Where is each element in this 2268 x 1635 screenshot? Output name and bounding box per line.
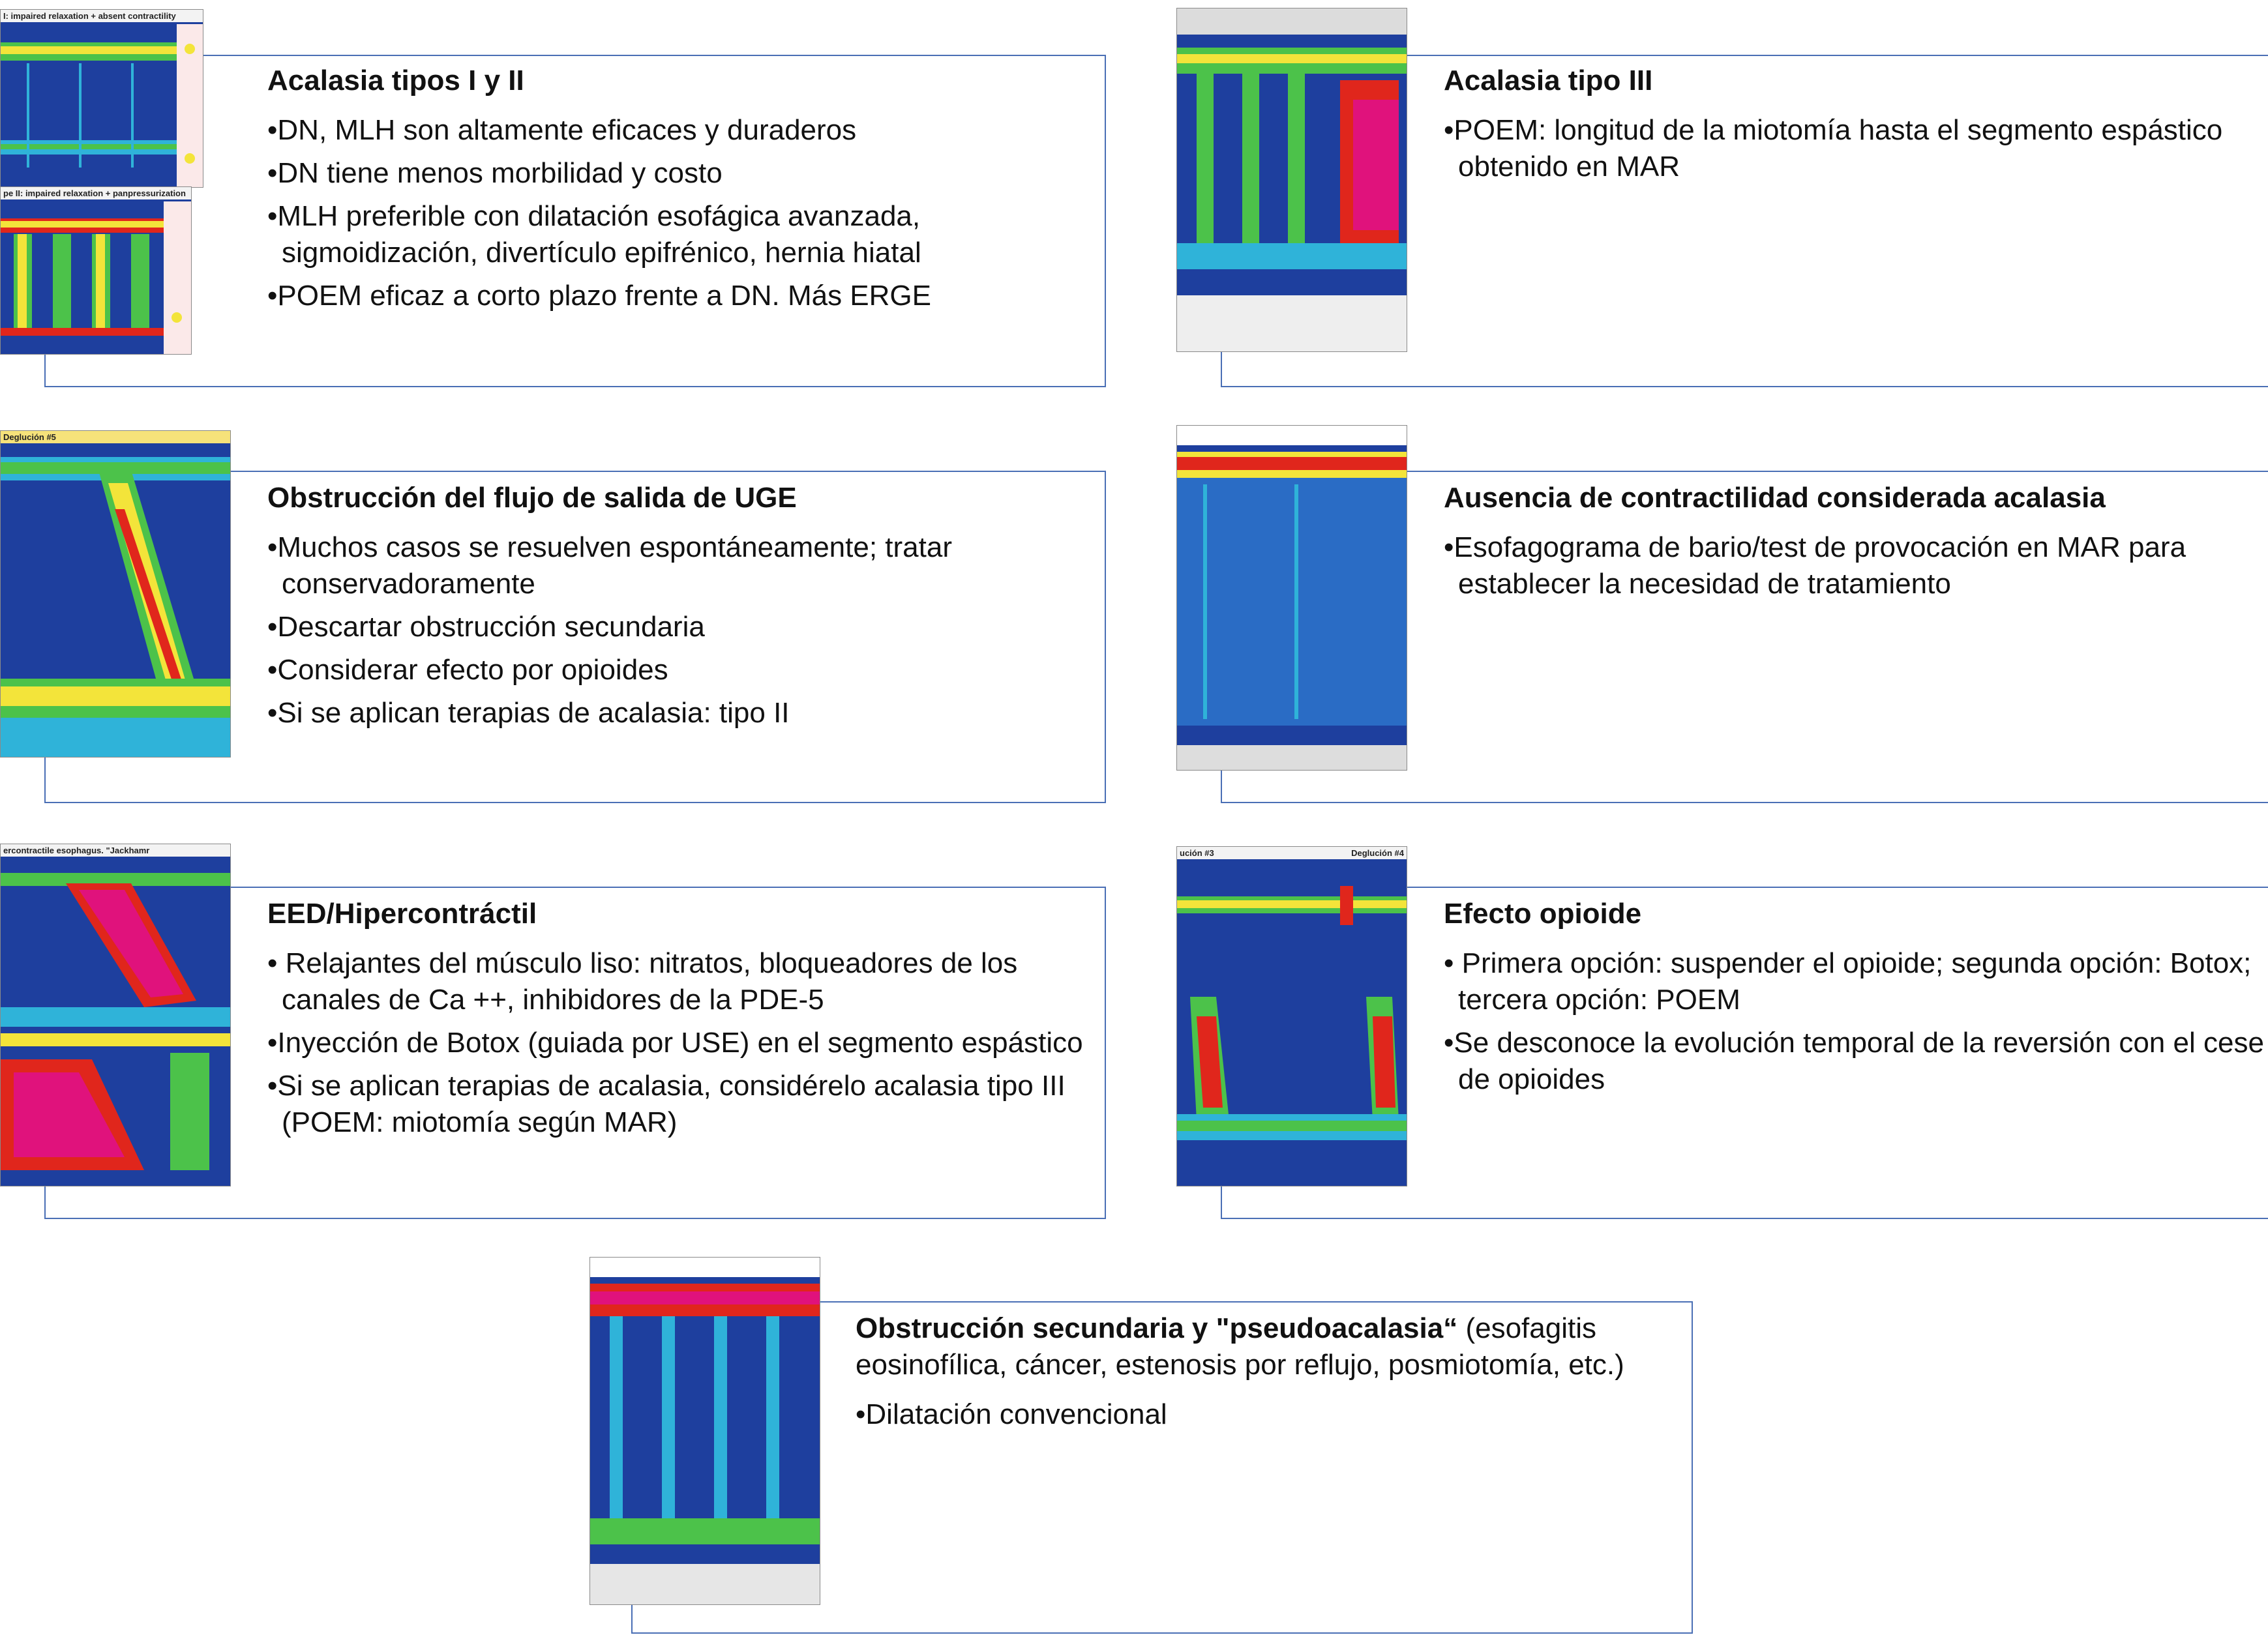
hrm-thumbnail-hypercontractile bbox=[0, 844, 231, 1186]
hrm-thumbnail-type-iii bbox=[1176, 8, 1407, 352]
panel-title bbox=[856, 1310, 1677, 1383]
hrm-thumbnail-type-i bbox=[0, 9, 203, 188]
panel-text bbox=[1444, 896, 2265, 1104]
hrm-thumbnail-type-ii bbox=[0, 186, 192, 355]
panel-title: EED/Hipercontráctil bbox=[267, 898, 537, 930]
bullet-item: • Inyección de Botox (guiada por USE) en el segmento espástico bbox=[267, 1025, 1089, 1061]
bullet-item: • Considerar efecto por opioides bbox=[267, 652, 1089, 688]
thumbnail-caption: ercontractile esophagus. "Jackhamr bbox=[1, 844, 230, 857]
panel-text bbox=[267, 896, 1089, 1147]
bullet-item: • DN, MLH son altamente eficaces y duraderos bbox=[267, 112, 1089, 149]
bullet-item: • Muchos casos se resuelven espontáneamente; tratar conservadoramente bbox=[267, 529, 1089, 602]
panel-title-note: (esofagitis eosinofílica, cáncer, estenosis por reflujo, posmiotomía, etc.) bbox=[856, 1312, 1624, 1381]
panel-title: Efecto opioide bbox=[1444, 898, 1642, 930]
hrm-thumbnail-absent-contractility bbox=[1176, 425, 1407, 771]
bullet-list bbox=[1444, 945, 2265, 1098]
bullet-item: • POEM eficaz a corto plazo frente a DN. Más ERGE bbox=[267, 278, 1089, 314]
panel-text bbox=[1444, 63, 2265, 192]
bullet-list bbox=[856, 1396, 1677, 1433]
bullet-list bbox=[267, 112, 1089, 314]
bullet-item: • Esofagograma de bario/test de provocación en MAR para establecer la necesidad de tratamiento bbox=[1444, 529, 2265, 602]
bullet-list bbox=[267, 945, 1089, 1141]
thumbnail-caption: I: impaired relaxation + absent contractility bbox=[1, 10, 203, 22]
thumbnail-caption: Deglución #5 bbox=[1, 431, 230, 443]
hrm-plot bbox=[1, 431, 230, 757]
hrm-plot bbox=[1, 187, 191, 354]
bullet-list bbox=[267, 529, 1089, 731]
hrm-thumbnail-secondary-obstruction bbox=[589, 1257, 820, 1605]
hrm-thumbnail-opioid bbox=[1176, 846, 1407, 1186]
bullet-item: • DN tiene menos morbilidad y costo bbox=[267, 155, 1089, 192]
panel-title: Ausencia de contractilidad considerada acalasia bbox=[1444, 482, 2106, 514]
bullet-item: • Descartar obstrucción secundaria bbox=[267, 609, 1089, 645]
panel-title: Acalasia tipos I y II bbox=[267, 65, 524, 96]
hrm-plot bbox=[1177, 8, 1407, 351]
bullet-item: • Dilatación convencional bbox=[856, 1396, 1677, 1433]
hrm-plot bbox=[590, 1258, 820, 1604]
panel-title-main: Obstrucción secundaria y "pseudoacalasia“ bbox=[856, 1312, 1458, 1344]
bullet-item: • Si se aplican terapias de acalasia, considérelo acalasia tipo III (POEM: miotomía según MAR) bbox=[267, 1068, 1089, 1141]
panel-title: Obstrucción del flujo de salida de UGE bbox=[267, 482, 797, 514]
panel-title: Acalasia tipo III bbox=[1444, 65, 1653, 96]
panel-text bbox=[267, 63, 1089, 321]
bullet-item: • POEM: longitud de la miotomía hasta el segmento espástico obtenido en MAR bbox=[1444, 112, 2265, 185]
hrm-plot bbox=[1, 10, 203, 187]
bullet-item: • MLH preferible con dilatación esofágica avanzada, sigmoidización, divertículo epifrénico, hernia hiatal bbox=[267, 198, 1089, 271]
thumbnail-caption-right: Deglución #4 bbox=[1351, 848, 1404, 858]
hrm-thumbnail-uge bbox=[0, 430, 231, 758]
panel-text bbox=[856, 1310, 1677, 1439]
bullet-list bbox=[1444, 112, 2265, 185]
bullet-item: • Primera opción: suspender el opioide; segunda opción: Botox; tercera opción: POEM bbox=[1444, 945, 2265, 1018]
bullet-item: • Relajantes del músculo liso: nitratos, bloqueadores de los canales de Ca ++, inhibidores de la PDE-5 bbox=[267, 945, 1089, 1018]
bullet-list bbox=[1444, 529, 2265, 602]
panel-text bbox=[1444, 480, 2265, 609]
panel-text bbox=[267, 480, 1089, 738]
bullet-item: • Si se aplican terapias de acalasia: tipo II bbox=[267, 695, 1089, 731]
thumbnail-caption: pe II: impaired relaxation + panpressurization bbox=[1, 187, 191, 199]
hrm-plot bbox=[1177, 426, 1407, 770]
thumbnail-caption-bar bbox=[1177, 847, 1407, 859]
bullet-item: • Se desconoce la evolución temporal de la reversión con el cese de opioides bbox=[1444, 1025, 2265, 1098]
hrm-plot bbox=[1, 844, 230, 1186]
hrm-plot bbox=[1177, 847, 1407, 1186]
thumbnail-caption-left: ución #3 bbox=[1180, 848, 1214, 858]
